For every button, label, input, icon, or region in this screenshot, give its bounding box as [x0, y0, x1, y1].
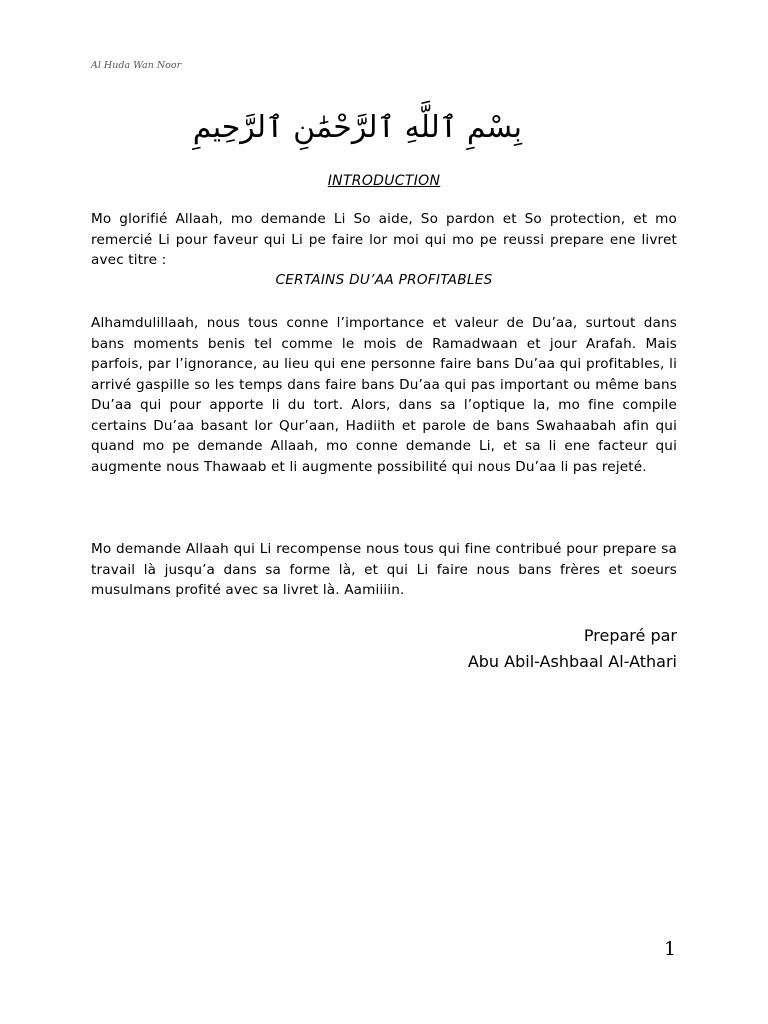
intro-paragraph-2: Alhamdulillaah, nous tous conne l’importance et valeur de Du’aa, surtout dans bans moments benis tel comme le mois de Ramadwaan et jour Arafah. Mais parfois, par l’ignorance, au lieu qui ene personne faire bans Du’aa qui profitables, li arrivé gaspille so les temps dans faire bans Du’aa qui pas important ou même bans Du’aa qui pour apporte li du tort. Alors, dans sa l’optique la, mo fine compile certains Du’aa basant lor Qur’aan, Hadiith et parole de bans Swahaabah afin qui quand mo pe demande Allaah, mo conne demande Li, et sa li ene facteur qui augmente nous Thawaab et li augmente possibilité qui nous Du’aa li pas rejeté.: [91, 315, 677, 475]
intro-paragraph-3: Mo demande Allaah qui Li recompense nous tous qui fine contribué pour prepare sa travail là jusqu’a dans sa forme là, et qui Li faire nous bans frères et soeurs musulmans profité avec sa livret là. Aamiiiin.: [91, 541, 677, 598]
intro-paragraph-1: Mo glorifié Allaah, mo demande Li So aide, So pardon et So protection, et mo remercié Li pour faveur qui Li pe faire lor moi qui mo pe reussi prepare ene livret avec titre :: [91, 211, 677, 268]
booklet-title: CERTAINS DU’AA PROFITABLES: [275, 272, 493, 288]
page-number: 1: [663, 938, 676, 960]
bismillah-calligraphy: بِسْمِ ٱللَّهِ ٱلرَّحْمَٰنِ ٱلرَّحِيمِ: [192, 110, 522, 145]
signature-author: Abu Abil-Ashbaal Al-Athari: [467, 652, 677, 671]
page-title: INTRODUCTION: [327, 173, 441, 189]
signature-prepared-by: Preparé par: [583, 626, 677, 645]
running-header: Al Huda Wan Noor: [91, 60, 182, 71]
